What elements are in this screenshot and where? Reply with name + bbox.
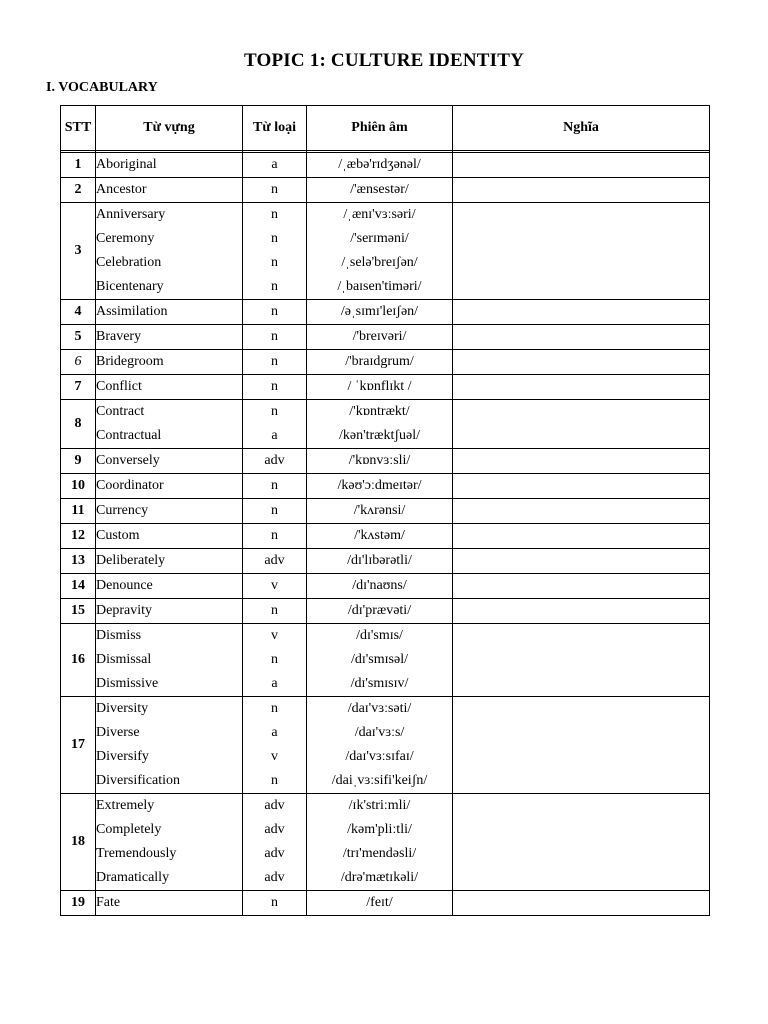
- vocab-word: Deliberately: [96, 553, 166, 568]
- vocab-word: Celebration: [96, 255, 162, 270]
- phonetic-transcription: / ˈkɒnflɪkt /: [347, 379, 412, 394]
- word-type: v: [271, 578, 278, 593]
- vocab-word: Denounce: [96, 578, 153, 593]
- word-type-cell: [243, 400, 307, 449]
- phonetic-transcription-cell: [307, 178, 453, 203]
- vocab-word: Contract: [96, 404, 145, 419]
- table-row: [61, 474, 710, 499]
- table-row: [61, 697, 710, 794]
- row-number: 2: [61, 178, 96, 203]
- word-type-cell: [243, 549, 307, 574]
- vocab-word: Dismissal: [96, 652, 152, 667]
- row-number: 17: [61, 697, 96, 794]
- header-stt: STT: [61, 106, 96, 151]
- word-type-cell: [243, 794, 307, 891]
- row-number: 5: [61, 325, 96, 350]
- vocab-word: Diversification: [96, 773, 180, 788]
- vocab-word: Diversity: [96, 701, 149, 716]
- table-row: [61, 350, 710, 375]
- phonetic-transcription: /'braɪdgrum/: [345, 354, 414, 369]
- phonetic-transcription-cell: [307, 449, 453, 474]
- word-type: v: [271, 749, 278, 764]
- vocab-word-cell: [96, 891, 243, 916]
- table-row: [61, 178, 710, 203]
- vocabulary-table: [60, 105, 710, 916]
- row-number: 16: [61, 624, 96, 697]
- vocab-word-cell: [96, 524, 243, 549]
- vocab-word: Dismiss: [96, 628, 142, 643]
- word-type: a: [271, 428, 278, 443]
- word-type: n: [271, 773, 278, 788]
- word-type-cell: [243, 350, 307, 375]
- vocab-word: Contractual: [96, 428, 162, 443]
- table-row: [61, 599, 710, 624]
- header-type: Từ loại: [243, 106, 307, 151]
- row-number: 10: [61, 474, 96, 499]
- phonetic-transcription-cell: [307, 599, 453, 624]
- phonetic-transcription: /'kɒntrækt/: [349, 404, 410, 419]
- table-row: [61, 524, 710, 549]
- vocab-word: Assimilation: [96, 304, 168, 319]
- vocab-word: Completely: [96, 822, 162, 837]
- word-type: n: [271, 329, 278, 344]
- word-type: n: [271, 255, 278, 270]
- word-type: a: [271, 676, 278, 691]
- word-type-cell: [243, 599, 307, 624]
- vocab-word-cell: [96, 203, 243, 300]
- word-type: n: [271, 182, 278, 197]
- table-row: [61, 794, 710, 891]
- word-type: adv: [264, 846, 285, 861]
- phonetic-transcription: /daɪ'vɜːs/: [354, 725, 405, 740]
- phonetic-transcription: /trɪ'mendəsli/: [342, 846, 417, 861]
- phonetic-transcription: /dɪ'lɪbərətli/: [347, 553, 412, 568]
- header-word: Từ vựng: [96, 106, 243, 151]
- vocab-word-cell: [96, 549, 243, 574]
- section-heading: I. VOCABULARY: [46, 80, 158, 95]
- table-row: [61, 300, 710, 325]
- vocab-word-cell: [96, 375, 243, 400]
- word-type: n: [271, 354, 278, 369]
- phonetic-transcription: /'ænsestər/: [350, 182, 409, 197]
- meaning-cell: [453, 325, 710, 350]
- word-type: n: [271, 503, 278, 518]
- word-type-cell: [243, 153, 307, 178]
- phonetic-transcription-cell: [307, 794, 453, 891]
- phonetic-transcription-cell: [307, 891, 453, 916]
- vocab-word-cell: [96, 350, 243, 375]
- meaning-cell: [453, 794, 710, 891]
- phonetic-transcription: /'kʌstəm/: [354, 528, 405, 543]
- word-type: n: [271, 478, 278, 493]
- table-row: [61, 891, 710, 916]
- phonetic-transcription: /dɪ'smɪs/: [356, 628, 403, 643]
- phonetic-transcription-cell: [307, 325, 453, 350]
- vocab-word-cell: [96, 153, 243, 178]
- meaning-cell: [453, 624, 710, 697]
- table-row: [61, 574, 710, 599]
- phonetic-transcription: /'kʌrənsi/: [353, 503, 406, 518]
- phonetic-transcription: /dɪ'naʊns/: [352, 578, 407, 593]
- vocab-word: Anniversary: [96, 207, 166, 222]
- word-type: adv: [264, 870, 285, 885]
- phonetic-transcription-cell: [307, 624, 453, 697]
- vocab-word-cell: [96, 599, 243, 624]
- word-type-cell: [243, 499, 307, 524]
- word-type-cell: [243, 624, 307, 697]
- phonetic-transcription: /ɪk'striːmli/: [348, 798, 411, 813]
- phonetic-transcription: /ˌbaɪsen'timəri/: [337, 279, 422, 294]
- word-type: n: [271, 528, 278, 543]
- row-number: 1: [61, 153, 96, 178]
- vocab-word: Ancestor: [96, 182, 147, 197]
- phonetic-transcription: /kəʊ'ɔːdmeɪtər/: [337, 478, 422, 493]
- word-type: adv: [264, 453, 285, 468]
- vocab-word-cell: [96, 794, 243, 891]
- phonetic-transcription-cell: [307, 350, 453, 375]
- phonetic-transcription: /feɪt/: [366, 895, 393, 910]
- vocab-word: Extremely: [96, 798, 155, 813]
- phonetic-transcription: /ˌænɪ'vɜːsəri/: [343, 207, 416, 222]
- vocab-word-cell: [96, 499, 243, 524]
- vocab-word: Custom: [96, 528, 140, 543]
- vocab-word: Tremendously: [96, 846, 177, 861]
- phonetic-transcription-cell: [307, 300, 453, 325]
- phonetic-transcription-cell: [307, 697, 453, 794]
- vocabulary-body: [61, 153, 710, 916]
- vocab-word: Diversify: [96, 749, 149, 764]
- phonetic-transcription: /ˌselə'breɪʃən/: [341, 255, 418, 270]
- meaning-cell: [453, 524, 710, 549]
- meaning-cell: [453, 300, 710, 325]
- meaning-cell: [453, 599, 710, 624]
- phonetic-transcription-cell: [307, 499, 453, 524]
- table-header-row: [61, 106, 710, 151]
- row-number: 15: [61, 599, 96, 624]
- phonetic-transcription: /ˌæbə'rɪdʒənəl/: [338, 157, 421, 172]
- vocab-word-cell: [96, 624, 243, 697]
- phonetic-transcription: /'kɒnvɜːsli/: [348, 453, 411, 468]
- word-type: n: [271, 379, 278, 394]
- meaning-cell: [453, 375, 710, 400]
- phonetic-transcription-cell: [307, 400, 453, 449]
- row-number: 4: [61, 300, 96, 325]
- word-type: n: [271, 207, 278, 222]
- header-phonetic: Phiên âm: [307, 106, 453, 151]
- vocab-word-cell: [96, 474, 243, 499]
- word-type: n: [271, 603, 278, 618]
- vocab-word-cell: [96, 300, 243, 325]
- phonetic-transcription: /daiˌvɜːsifi'keiʃn/: [331, 773, 428, 788]
- meaning-cell: [453, 574, 710, 599]
- table-row: [61, 449, 710, 474]
- word-type-cell: [243, 891, 307, 916]
- phonetic-transcription: /dɪ'smɪsəl/: [351, 652, 408, 667]
- vocab-word: Coordinator: [96, 478, 164, 493]
- meaning-cell: [453, 400, 710, 449]
- row-number: 8: [61, 400, 96, 449]
- table-row: [61, 499, 710, 524]
- phonetic-transcription: /'serɪməni/: [350, 231, 409, 246]
- word-type: n: [271, 304, 278, 319]
- phonetic-transcription: /əˌsɪmɪ'leɪʃən/: [340, 304, 419, 319]
- word-type: n: [271, 279, 278, 294]
- table-row: [61, 325, 710, 350]
- word-type: a: [271, 725, 278, 740]
- word-type: n: [271, 404, 278, 419]
- phonetic-transcription-cell: [307, 549, 453, 574]
- phonetic-transcription: /kəm'pliːtli/: [347, 822, 412, 837]
- word-type-cell: [243, 697, 307, 794]
- meaning-cell: [453, 549, 710, 574]
- word-type-cell: [243, 449, 307, 474]
- vocab-word: Conflict: [96, 379, 142, 394]
- meaning-cell: [453, 697, 710, 794]
- row-number: 12: [61, 524, 96, 549]
- vocab-word: Dismissive: [96, 676, 159, 691]
- word-type-cell: [243, 178, 307, 203]
- word-type-cell: [243, 300, 307, 325]
- vocab-word-cell: [96, 400, 243, 449]
- word-type: adv: [264, 822, 285, 837]
- row-number: 6: [61, 350, 96, 375]
- word-type-cell: [243, 375, 307, 400]
- vocab-word: Bravery: [96, 329, 142, 344]
- meaning-cell: [453, 499, 710, 524]
- vocab-word: Bicentenary: [96, 279, 164, 294]
- row-number: 11: [61, 499, 96, 524]
- word-type: adv: [264, 553, 285, 568]
- table-row: [61, 153, 710, 178]
- phonetic-transcription: /daɪ'vɜːsəti/: [347, 701, 412, 716]
- vocab-word: Aboriginal: [96, 157, 157, 172]
- phonetic-transcription-cell: [307, 153, 453, 178]
- word-type: n: [271, 701, 278, 716]
- phonetic-transcription-cell: [307, 524, 453, 549]
- word-type: v: [271, 628, 278, 643]
- phonetic-transcription: /daɪ'vɜːsɪfaɪ/: [345, 749, 414, 764]
- word-type: n: [271, 231, 278, 246]
- row-number: 9: [61, 449, 96, 474]
- row-number: 14: [61, 574, 96, 599]
- row-number: 3: [61, 203, 96, 300]
- vocab-word: Depravity: [96, 603, 152, 618]
- row-number: 19: [61, 891, 96, 916]
- vocab-word-cell: [96, 697, 243, 794]
- vocab-word: Diverse: [96, 725, 140, 740]
- row-number: 13: [61, 549, 96, 574]
- phonetic-transcription-cell: [307, 474, 453, 499]
- page-title: TOPIC 1: CULTURE IDENTITY: [243, 50, 525, 71]
- vocab-word: Conversely: [96, 453, 160, 468]
- phonetic-transcription: /dɪ'prævəti/: [347, 603, 412, 618]
- meaning-cell: [453, 178, 710, 203]
- row-number: 18: [61, 794, 96, 891]
- word-type-cell: [243, 524, 307, 549]
- vocab-word: Ceremony: [96, 231, 155, 246]
- word-type-cell: [243, 474, 307, 499]
- meaning-cell: [453, 891, 710, 916]
- word-type-cell: [243, 574, 307, 599]
- phonetic-transcription: /dɪ'smɪsɪv/: [350, 676, 409, 691]
- vocab-word-cell: [96, 574, 243, 599]
- word-type-cell: [243, 203, 307, 300]
- word-type-cell: [243, 325, 307, 350]
- vocab-word: Currency: [96, 503, 149, 518]
- table-row: [61, 400, 710, 449]
- phonetic-transcription-cell: [307, 375, 453, 400]
- vocab-word: Dramatically: [96, 870, 170, 885]
- word-type: n: [271, 652, 278, 667]
- word-type: a: [271, 157, 278, 172]
- table-row: [61, 203, 710, 300]
- table-row: [61, 624, 710, 697]
- vocab-word: Bridegroom: [96, 354, 164, 369]
- table-row: [61, 549, 710, 574]
- word-type: n: [271, 895, 278, 910]
- phonetic-transcription: /kən'træktʃuəl/: [338, 428, 421, 443]
- meaning-cell: [453, 474, 710, 499]
- word-type: adv: [264, 798, 285, 813]
- phonetic-transcription-cell: [307, 574, 453, 599]
- vocab-word-cell: [96, 178, 243, 203]
- header-meaning: Nghĩa: [453, 106, 710, 151]
- phonetic-transcription: /drə'mætɪkəli/: [340, 870, 419, 885]
- phonetic-transcription: /'breɪvəri/: [352, 329, 407, 344]
- phonetic-transcription-cell: [307, 203, 453, 300]
- vocab-word: Fate: [96, 895, 121, 910]
- vocab-word-cell: [96, 325, 243, 350]
- meaning-cell: [453, 153, 710, 178]
- vocab-word-cell: [96, 449, 243, 474]
- meaning-cell: [453, 449, 710, 474]
- meaning-cell: [453, 203, 710, 300]
- meaning-cell: [453, 350, 710, 375]
- table-row: [61, 375, 710, 400]
- row-number: 7: [61, 375, 96, 400]
